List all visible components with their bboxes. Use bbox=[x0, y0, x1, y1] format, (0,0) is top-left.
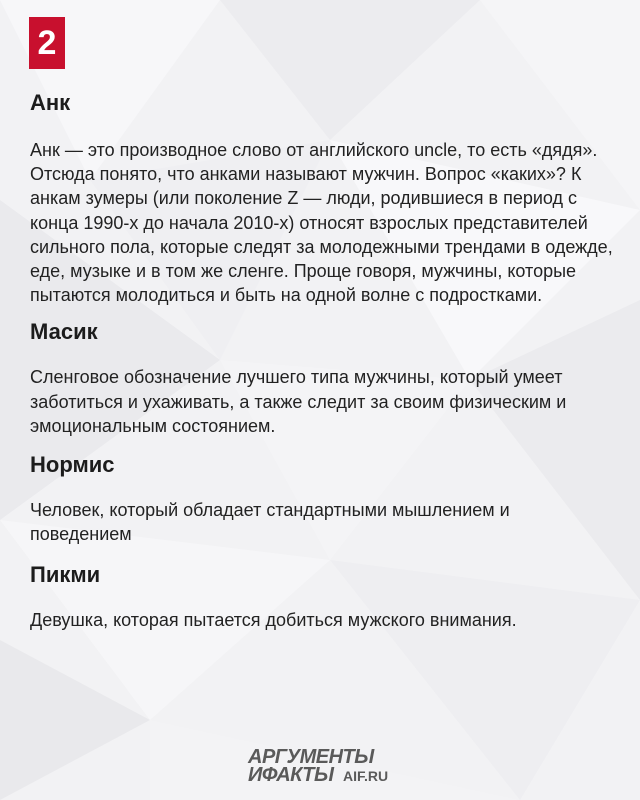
term-definition: Человек, который обладает стандартными мышлением и поведением bbox=[30, 500, 510, 545]
term-definition: Девушка, которая пытается добиться мужского внимания. bbox=[30, 610, 517, 631]
logo-site: AIF.RU bbox=[343, 768, 389, 784]
page-number: 2 bbox=[37, 23, 57, 62]
aif-logo bbox=[248, 746, 413, 788]
glossary bbox=[30, 88, 615, 633]
term-definition: Анк — это производное слово от английского uncle, то есть «дядя». Отсюда понято, что анками называют мужчин. Вопрос «каких»? К анкам зумеры (или поколение Z — люди, родившиеся в период с конца 1990-х до начала 2010-х) относят взрослых представителей сильного пола, которые следят за молодежными трендами в одежде, еде, музыке и в том же сленге. Проще говоря, мужчины, которые пытаются молодиться и быть на одной волне с подростками. bbox=[30, 140, 613, 306]
glossary-entry bbox=[30, 317, 615, 438]
glossary-entry bbox=[30, 560, 615, 632]
glossary-entry bbox=[30, 88, 615, 307]
term-heading: Анк bbox=[30, 90, 71, 115]
term-heading: Нормис bbox=[30, 452, 115, 478]
logo-line-2: ИФАКТЫ bbox=[248, 764, 334, 786]
term-heading: Масик bbox=[30, 319, 98, 345]
logo-line-1: АРГУМЕНТЫ bbox=[248, 746, 374, 768]
page-number-badge bbox=[29, 17, 65, 69]
glossary-entry bbox=[30, 450, 615, 546]
term-heading: Пикми bbox=[30, 562, 101, 588]
term-definition: Сленговое обозначение лучшего типа мужчины, который умеет заботиться и ухаживать, а также следит за своим физическим и эмоциональным состоянием. bbox=[30, 367, 567, 436]
